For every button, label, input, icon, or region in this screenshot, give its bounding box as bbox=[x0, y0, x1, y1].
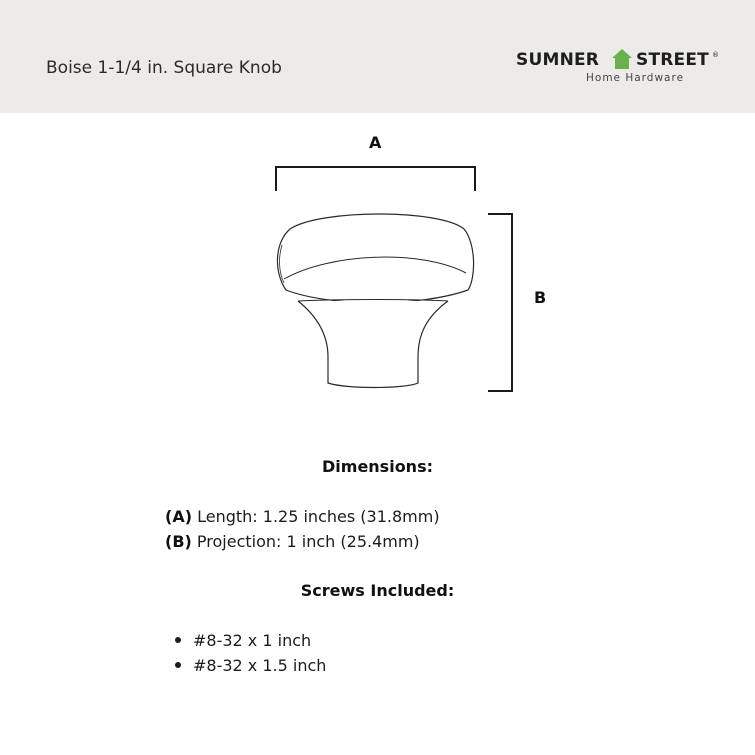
house-icon bbox=[611, 48, 633, 70]
screw-item-text: #8-32 x 1.5 inch bbox=[193, 656, 327, 675]
screw-item bbox=[175, 656, 326, 675]
knob-dimension-diagram bbox=[0, 113, 755, 433]
dimension-key-b: (B) bbox=[165, 532, 192, 551]
dimension-key-a: (A) bbox=[165, 507, 193, 526]
dimension-text-a: Length: 1.25 inches (31.8mm) bbox=[197, 507, 440, 526]
bullet-icon bbox=[175, 662, 181, 668]
brand-tagline: Home Hardware bbox=[586, 72, 685, 84]
screw-item-text: #8-32 x 1 inch bbox=[193, 631, 312, 650]
screw-item bbox=[175, 631, 311, 650]
brand-logo bbox=[516, 48, 726, 88]
screws-heading: Screws Included: bbox=[300, 581, 455, 600]
brand-word-street: STREET bbox=[636, 50, 709, 70]
dimension-bracket-b bbox=[488, 214, 512, 391]
product-title: Boise 1-1/4 in. Square Knob bbox=[46, 58, 282, 78]
brand-word-sumner: SUMNER bbox=[516, 50, 600, 70]
bullet-icon bbox=[175, 637, 181, 643]
knob-stem bbox=[298, 301, 448, 388]
registered-mark: ® bbox=[712, 51, 719, 59]
header-banner bbox=[0, 0, 755, 113]
dimension-text-b: Projection: 1 inch (25.4mm) bbox=[196, 532, 420, 551]
knob-head bbox=[277, 214, 473, 303]
dimension-bracket-a bbox=[276, 167, 475, 191]
dimension-line-b bbox=[165, 532, 420, 551]
dimensions-heading: Dimensions: bbox=[322, 457, 433, 476]
dimension-line-a bbox=[165, 507, 440, 526]
dimension-label-b: B bbox=[534, 288, 547, 307]
knob-drawing bbox=[0, 113, 755, 433]
dimension-label-a: A bbox=[369, 133, 382, 152]
